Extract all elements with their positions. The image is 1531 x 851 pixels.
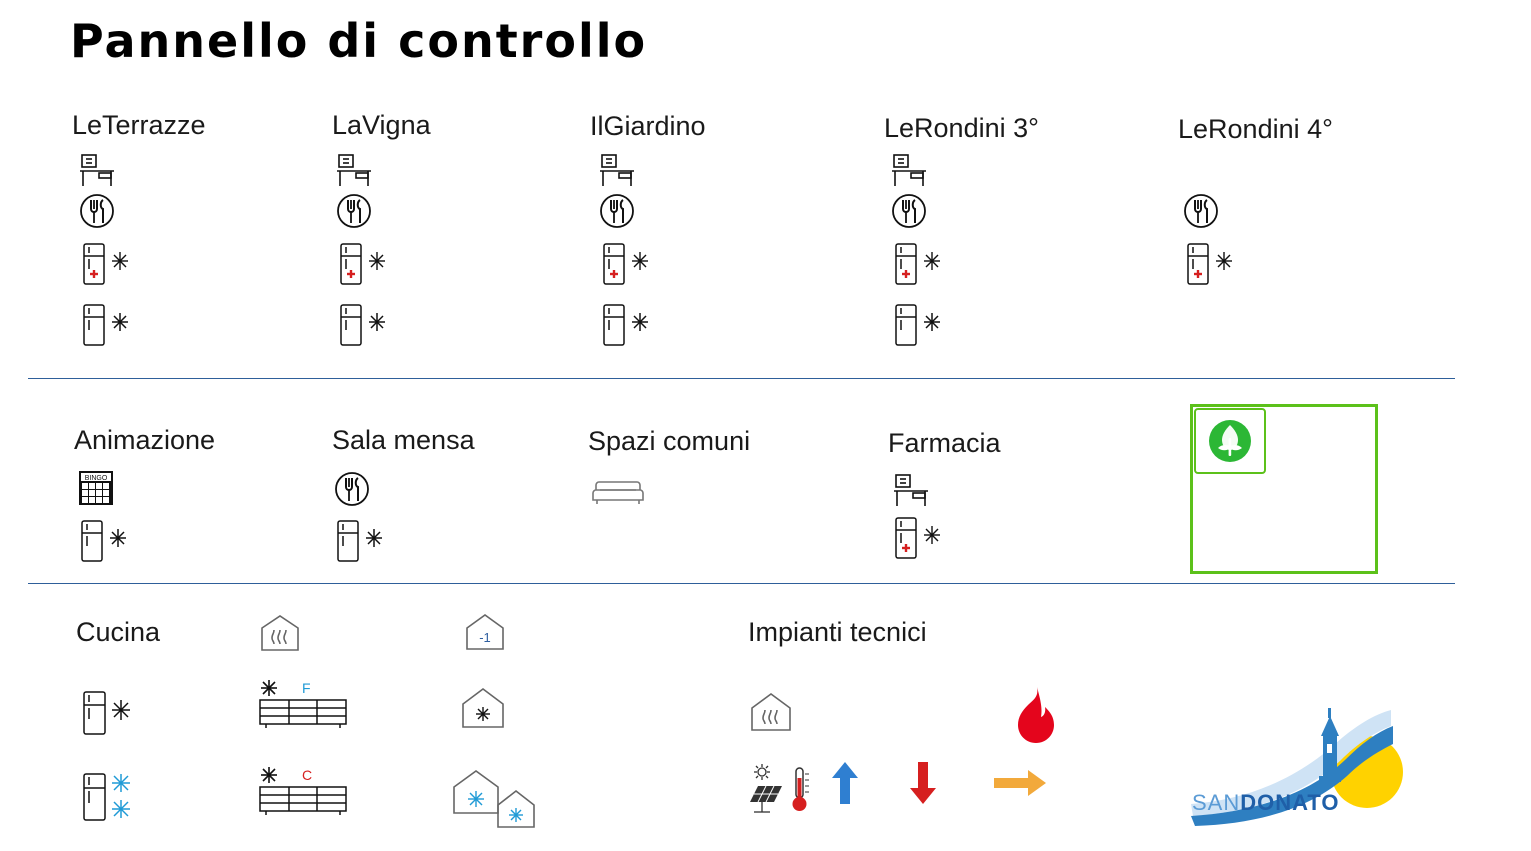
freezer-label-f: F — [302, 680, 311, 696]
bingo-icon[interactable] — [78, 470, 114, 506]
fridge-plus-icon[interactable] — [892, 516, 952, 560]
arrow-up-icon[interactable] — [828, 760, 862, 806]
basement-level-label: -1 — [479, 630, 491, 645]
column-title-lavigna: LaVigna — [332, 110, 431, 140]
column-title-ilgiardino: IlGiardino — [590, 111, 706, 141]
desk-icon[interactable] — [598, 152, 638, 190]
fridge-snowflake-icon[interactable] — [80, 690, 140, 736]
fridge-snowflake-icon[interactable] — [337, 303, 397, 347]
svg-text:BINGO: BINGO — [84, 475, 108, 482]
freezer-chest-c-icon[interactable] — [258, 765, 350, 817]
section-title-impianti: Impianti tecnici — [748, 617, 927, 647]
freezer-label-c: C — [302, 767, 313, 783]
boiler-hood-icon[interactable] — [748, 690, 794, 734]
sofa-icon[interactable] — [592, 476, 644, 508]
arrow-right-icon[interactable] — [992, 766, 1048, 800]
cutlery-icon[interactable] — [1182, 192, 1220, 230]
logo-text-light: SAN — [1192, 790, 1241, 815]
fridge-snowflake-icon[interactable] — [892, 303, 952, 347]
fridge-plus-icon[interactable] — [600, 242, 660, 286]
extractor-hood-icon[interactable] — [258, 612, 302, 654]
section-title-cucina: Cucina — [76, 617, 161, 647]
cutlery-icon[interactable] — [333, 470, 371, 508]
freezer-chest-f-icon[interactable] — [258, 678, 350, 730]
fridge-snowflake-icon[interactable] — [80, 303, 140, 347]
desk-icon[interactable] — [890, 152, 930, 190]
fridge-plus-icon[interactable] — [1184, 242, 1244, 286]
cutlery-icon[interactable] — [890, 192, 928, 230]
fridge-freezer-blue-icon[interactable] — [80, 772, 140, 824]
solar-thermal-icon[interactable] — [748, 762, 820, 818]
column-title-leterrazze: LeTerrazze — [72, 110, 206, 140]
fridge-snowflake-icon[interactable] — [78, 519, 138, 563]
page-title: Pannello di controllo — [70, 14, 648, 68]
column-title-lerondini3: LeRondini 3° — [884, 113, 1039, 143]
column-title-animazione: Animazione — [74, 425, 216, 455]
column-title-farmacia: Farmacia — [888, 428, 1001, 458]
cutlery-icon[interactable] — [335, 192, 373, 230]
divider — [28, 378, 1455, 379]
cutlery-icon[interactable] — [598, 192, 636, 230]
fridge-plus-icon[interactable] — [80, 242, 140, 286]
fridge-plus-icon[interactable] — [892, 242, 952, 286]
fridge-snowflake-icon[interactable] — [334, 519, 394, 563]
divider — [28, 583, 1455, 584]
column-title-sala-mensa: Sala mensa — [332, 425, 475, 455]
basement-house-icon[interactable] — [462, 611, 508, 653]
desk-icon[interactable] — [335, 152, 375, 190]
desk-icon[interactable] — [892, 472, 932, 510]
column-title-spazi-comuni: Spazi comuni — [588, 426, 751, 456]
houses-snowflakes-icon[interactable] — [450, 765, 546, 831]
house-snowflake-icon[interactable] — [458, 685, 508, 731]
column-title-lerondini4: LeRondini 4° — [1178, 114, 1333, 144]
cutlery-icon[interactable] — [78, 192, 116, 230]
fridge-snowflake-icon[interactable] — [600, 303, 660, 347]
logo-text — [1192, 790, 1340, 816]
logo-text-bold: DONATO — [1240, 790, 1340, 815]
flame-icon[interactable] — [1004, 684, 1066, 746]
fridge-plus-icon[interactable] — [337, 242, 397, 286]
arrow-down-icon[interactable] — [906, 760, 940, 806]
desk-icon[interactable] — [78, 152, 118, 190]
green-leaf-badge[interactable] — [1194, 408, 1266, 474]
